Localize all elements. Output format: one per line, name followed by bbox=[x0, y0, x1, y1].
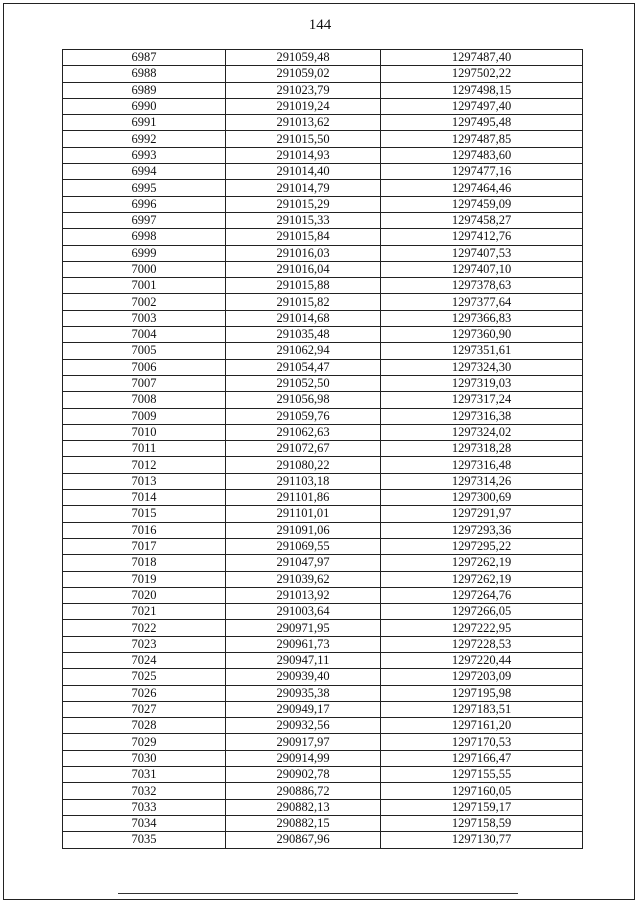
point-number-cell: 7020 bbox=[63, 587, 226, 603]
point-number-cell: 7011 bbox=[63, 441, 226, 457]
x-coordinate-cell: 291062,63 bbox=[226, 424, 381, 440]
table-row bbox=[63, 767, 583, 783]
table-row bbox=[63, 636, 583, 652]
x-coordinate-cell: 290882,13 bbox=[226, 799, 381, 815]
table-row bbox=[63, 343, 583, 359]
x-coordinate-cell: 290961,73 bbox=[226, 636, 381, 652]
point-number-cell: 7035 bbox=[63, 832, 226, 848]
point-number-cell: 7014 bbox=[63, 490, 226, 506]
x-coordinate-cell: 290949,17 bbox=[226, 701, 381, 717]
x-coordinate-cell: 290971,95 bbox=[226, 620, 381, 636]
table-row bbox=[63, 147, 583, 163]
bottom-divider bbox=[118, 893, 518, 894]
y-coordinate-cell: 1297158,59 bbox=[381, 815, 583, 831]
point-number-cell: 7019 bbox=[63, 571, 226, 587]
table-row bbox=[63, 327, 583, 343]
table-row bbox=[63, 98, 583, 114]
x-coordinate-cell: 291101,86 bbox=[226, 490, 381, 506]
y-coordinate-cell: 1297412,76 bbox=[381, 229, 583, 245]
point-number-cell: 7013 bbox=[63, 473, 226, 489]
table-row bbox=[63, 50, 583, 66]
y-coordinate-cell: 1297360,90 bbox=[381, 327, 583, 343]
y-coordinate-cell: 1297464,46 bbox=[381, 180, 583, 196]
y-coordinate-cell: 1297264,76 bbox=[381, 587, 583, 603]
y-coordinate-cell: 1297300,69 bbox=[381, 490, 583, 506]
point-number-cell: 6993 bbox=[63, 147, 226, 163]
y-coordinate-cell: 1297183,51 bbox=[381, 701, 583, 717]
point-number-cell: 7028 bbox=[63, 718, 226, 734]
x-coordinate-cell: 291054,47 bbox=[226, 359, 381, 375]
point-number-cell: 7032 bbox=[63, 783, 226, 799]
y-coordinate-cell: 1297477,16 bbox=[381, 164, 583, 180]
y-coordinate-cell: 1297483,60 bbox=[381, 147, 583, 163]
table-row bbox=[63, 490, 583, 506]
table-row bbox=[63, 701, 583, 717]
y-coordinate-cell: 1297459,09 bbox=[381, 196, 583, 212]
y-coordinate-cell: 1297366,83 bbox=[381, 310, 583, 326]
y-coordinate-cell: 1297293,36 bbox=[381, 522, 583, 538]
x-coordinate-cell: 290914,99 bbox=[226, 750, 381, 766]
table-row bbox=[63, 669, 583, 685]
y-coordinate-cell: 1297317,24 bbox=[381, 392, 583, 408]
table-row bbox=[63, 261, 583, 277]
y-coordinate-cell: 1297203,09 bbox=[381, 669, 583, 685]
table-row bbox=[63, 310, 583, 326]
point-number-cell: 6987 bbox=[63, 50, 226, 66]
y-coordinate-cell: 1297318,28 bbox=[381, 441, 583, 457]
y-coordinate-cell: 1297498,15 bbox=[381, 82, 583, 98]
x-coordinate-cell: 291023,79 bbox=[226, 82, 381, 98]
x-coordinate-cell: 290886,72 bbox=[226, 783, 381, 799]
x-coordinate-cell: 291015,84 bbox=[226, 229, 381, 245]
x-coordinate-cell: 291014,40 bbox=[226, 164, 381, 180]
y-coordinate-cell: 1297262,19 bbox=[381, 571, 583, 587]
y-coordinate-cell: 1297316,48 bbox=[381, 457, 583, 473]
point-number-cell: 6995 bbox=[63, 180, 226, 196]
point-number-cell: 7007 bbox=[63, 375, 226, 391]
table-row bbox=[63, 196, 583, 212]
x-coordinate-cell: 291013,62 bbox=[226, 115, 381, 131]
table-row bbox=[63, 506, 583, 522]
x-coordinate-cell: 291015,50 bbox=[226, 131, 381, 147]
table-row bbox=[63, 815, 583, 831]
table-row bbox=[63, 620, 583, 636]
table-row bbox=[63, 180, 583, 196]
point-number-cell: 7025 bbox=[63, 669, 226, 685]
y-coordinate-cell: 1297407,53 bbox=[381, 245, 583, 261]
x-coordinate-cell: 291059,02 bbox=[226, 66, 381, 82]
y-coordinate-cell: 1297166,47 bbox=[381, 750, 583, 766]
y-coordinate-cell: 1297262,19 bbox=[381, 555, 583, 571]
y-coordinate-cell: 1297160,05 bbox=[381, 783, 583, 799]
point-number-cell: 7029 bbox=[63, 734, 226, 750]
point-number-cell: 7023 bbox=[63, 636, 226, 652]
point-number-cell: 6992 bbox=[63, 131, 226, 147]
table-row bbox=[63, 750, 583, 766]
x-coordinate-cell: 291019,24 bbox=[226, 98, 381, 114]
x-coordinate-cell: 291015,88 bbox=[226, 278, 381, 294]
y-coordinate-cell: 1297502,22 bbox=[381, 66, 583, 82]
table-row bbox=[63, 131, 583, 147]
table-row bbox=[63, 82, 583, 98]
table-row bbox=[63, 832, 583, 848]
x-coordinate-cell: 291014,79 bbox=[226, 180, 381, 196]
y-coordinate-cell: 1297458,27 bbox=[381, 212, 583, 228]
coordinates-table bbox=[62, 49, 583, 849]
x-coordinate-cell: 291013,92 bbox=[226, 587, 381, 603]
y-coordinate-cell: 1297487,85 bbox=[381, 131, 583, 147]
x-coordinate-cell: 291056,98 bbox=[226, 392, 381, 408]
table-row bbox=[63, 375, 583, 391]
x-coordinate-cell: 291069,55 bbox=[226, 538, 381, 554]
y-coordinate-cell: 1297266,05 bbox=[381, 604, 583, 620]
table-row bbox=[63, 115, 583, 131]
x-coordinate-cell: 291015,29 bbox=[226, 196, 381, 212]
table-row bbox=[63, 245, 583, 261]
y-coordinate-cell: 1297319,03 bbox=[381, 375, 583, 391]
y-coordinate-cell: 1297222,95 bbox=[381, 620, 583, 636]
table-row bbox=[63, 555, 583, 571]
table-row bbox=[63, 164, 583, 180]
point-number-cell: 7018 bbox=[63, 555, 226, 571]
point-number-cell: 7021 bbox=[63, 604, 226, 620]
x-coordinate-cell: 291016,03 bbox=[226, 245, 381, 261]
point-number-cell: 6998 bbox=[63, 229, 226, 245]
y-coordinate-cell: 1297155,55 bbox=[381, 767, 583, 783]
table-row bbox=[63, 424, 583, 440]
y-coordinate-cell: 1297228,53 bbox=[381, 636, 583, 652]
point-number-cell: 7005 bbox=[63, 343, 226, 359]
point-number-cell: 7010 bbox=[63, 424, 226, 440]
point-number-cell: 7030 bbox=[63, 750, 226, 766]
point-number-cell: 7000 bbox=[63, 261, 226, 277]
y-coordinate-cell: 1297377,64 bbox=[381, 294, 583, 310]
point-number-cell: 7006 bbox=[63, 359, 226, 375]
point-number-cell: 7012 bbox=[63, 457, 226, 473]
point-number-cell: 7026 bbox=[63, 685, 226, 701]
x-coordinate-cell: 291062,94 bbox=[226, 343, 381, 359]
table-row bbox=[63, 604, 583, 620]
x-coordinate-cell: 290947,11 bbox=[226, 652, 381, 668]
table-row bbox=[63, 571, 583, 587]
x-coordinate-cell: 290935,38 bbox=[226, 685, 381, 701]
y-coordinate-cell: 1297130,77 bbox=[381, 832, 583, 848]
x-coordinate-cell: 290932,56 bbox=[226, 718, 381, 734]
y-coordinate-cell: 1297195,98 bbox=[381, 685, 583, 701]
point-number-cell: 7008 bbox=[63, 392, 226, 408]
point-number-cell: 6990 bbox=[63, 98, 226, 114]
table-row bbox=[63, 441, 583, 457]
x-coordinate-cell: 291080,22 bbox=[226, 457, 381, 473]
point-number-cell: 7022 bbox=[63, 620, 226, 636]
point-number-cell: 6991 bbox=[63, 115, 226, 131]
coordinates-table-body bbox=[63, 50, 583, 849]
point-number-cell: 7015 bbox=[63, 506, 226, 522]
point-number-cell: 7027 bbox=[63, 701, 226, 717]
y-coordinate-cell: 1297324,30 bbox=[381, 359, 583, 375]
y-coordinate-cell: 1297497,40 bbox=[381, 98, 583, 114]
table-row bbox=[63, 457, 583, 473]
page-number: 144 bbox=[308, 17, 332, 33]
point-number-cell: 6997 bbox=[63, 212, 226, 228]
x-coordinate-cell: 291015,82 bbox=[226, 294, 381, 310]
point-number-cell: 7001 bbox=[63, 278, 226, 294]
point-number-cell: 6994 bbox=[63, 164, 226, 180]
x-coordinate-cell: 291101,01 bbox=[226, 506, 381, 522]
x-coordinate-cell: 291091,06 bbox=[226, 522, 381, 538]
table-row bbox=[63, 522, 583, 538]
y-coordinate-cell: 1297324,02 bbox=[381, 424, 583, 440]
table-row bbox=[63, 66, 583, 82]
table-row bbox=[63, 652, 583, 668]
point-number-cell: 7033 bbox=[63, 799, 226, 815]
point-number-cell: 7004 bbox=[63, 327, 226, 343]
point-number-cell: 7024 bbox=[63, 652, 226, 668]
x-coordinate-cell: 291059,76 bbox=[226, 408, 381, 424]
point-number-cell: 7034 bbox=[63, 815, 226, 831]
table-row bbox=[63, 538, 583, 554]
y-coordinate-cell: 1297220,44 bbox=[381, 652, 583, 668]
x-coordinate-cell: 291035,48 bbox=[226, 327, 381, 343]
y-coordinate-cell: 1297161,20 bbox=[381, 718, 583, 734]
y-coordinate-cell: 1297495,48 bbox=[381, 115, 583, 131]
y-coordinate-cell: 1297487,40 bbox=[381, 50, 583, 66]
table-row bbox=[63, 685, 583, 701]
point-number-cell: 7003 bbox=[63, 310, 226, 326]
table-row bbox=[63, 587, 583, 603]
y-coordinate-cell: 1297351,61 bbox=[381, 343, 583, 359]
point-number-cell: 6996 bbox=[63, 196, 226, 212]
table-row bbox=[63, 799, 583, 815]
y-coordinate-cell: 1297295,22 bbox=[381, 538, 583, 554]
table-row bbox=[63, 408, 583, 424]
table-row bbox=[63, 718, 583, 734]
x-coordinate-cell: 291015,33 bbox=[226, 212, 381, 228]
x-coordinate-cell: 290902,78 bbox=[226, 767, 381, 783]
table-row bbox=[63, 278, 583, 294]
x-coordinate-cell: 291016,04 bbox=[226, 261, 381, 277]
x-coordinate-cell: 291072,67 bbox=[226, 441, 381, 457]
x-coordinate-cell: 290867,96 bbox=[226, 832, 381, 848]
x-coordinate-cell: 291003,64 bbox=[226, 604, 381, 620]
y-coordinate-cell: 1297314,26 bbox=[381, 473, 583, 489]
table-row bbox=[63, 473, 583, 489]
point-number-cell: 7002 bbox=[63, 294, 226, 310]
point-number-cell: 7031 bbox=[63, 767, 226, 783]
y-coordinate-cell: 1297407,10 bbox=[381, 261, 583, 277]
table-row bbox=[63, 212, 583, 228]
x-coordinate-cell: 291103,18 bbox=[226, 473, 381, 489]
x-coordinate-cell: 291014,93 bbox=[226, 147, 381, 163]
y-coordinate-cell: 1297316,38 bbox=[381, 408, 583, 424]
x-coordinate-cell: 291052,50 bbox=[226, 375, 381, 391]
y-coordinate-cell: 1297378,63 bbox=[381, 278, 583, 294]
point-number-cell: 6988 bbox=[63, 66, 226, 82]
table-row bbox=[63, 392, 583, 408]
table-row bbox=[63, 359, 583, 375]
y-coordinate-cell: 1297159,17 bbox=[381, 799, 583, 815]
table-row bbox=[63, 734, 583, 750]
table-row bbox=[63, 294, 583, 310]
point-number-cell: 7016 bbox=[63, 522, 226, 538]
x-coordinate-cell: 291047,97 bbox=[226, 555, 381, 571]
x-coordinate-cell: 291039,62 bbox=[226, 571, 381, 587]
point-number-cell: 7017 bbox=[63, 538, 226, 554]
point-number-cell: 6999 bbox=[63, 245, 226, 261]
y-coordinate-cell: 1297170,53 bbox=[381, 734, 583, 750]
x-coordinate-cell: 291014,68 bbox=[226, 310, 381, 326]
point-number-cell: 7009 bbox=[63, 408, 226, 424]
y-coordinate-cell: 1297291,97 bbox=[381, 506, 583, 522]
x-coordinate-cell: 290882,15 bbox=[226, 815, 381, 831]
table-row bbox=[63, 229, 583, 245]
x-coordinate-cell: 290939,40 bbox=[226, 669, 381, 685]
x-coordinate-cell: 290917,97 bbox=[226, 734, 381, 750]
point-number-cell: 6989 bbox=[63, 82, 226, 98]
x-coordinate-cell: 291059,48 bbox=[226, 50, 381, 66]
table-row bbox=[63, 783, 583, 799]
